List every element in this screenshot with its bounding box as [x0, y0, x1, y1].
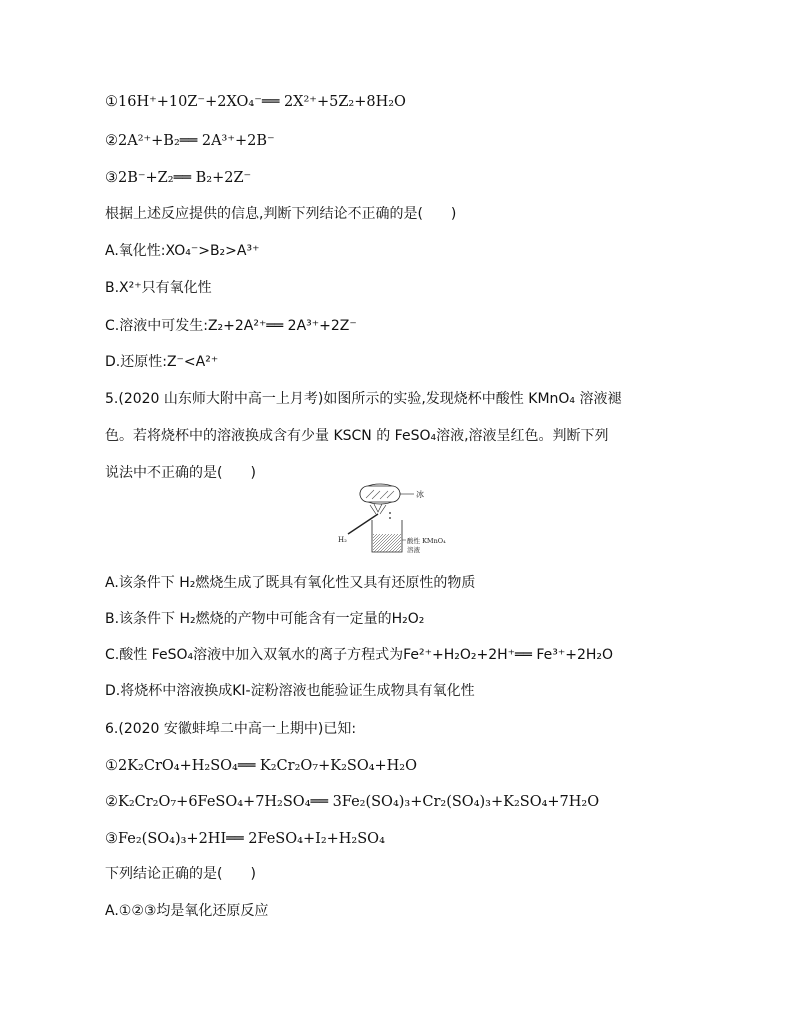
reaction-line-1: ①16H⁺+10Z⁻+2XO₄⁻══ 2X²⁺+5Z₂+8H₂O [105, 94, 406, 110]
acidic-label: 酸性 KMnO₄ [407, 537, 446, 545]
q5-stem-line-1: 5.(2020 山东师大附中高一上月考)如图所示的实验,发现烧杯中酸性 KMnO₄ 溶液褪 [105, 391, 622, 407]
solution-label: 溶液 [407, 546, 420, 554]
q5-option-b: B.该条件下 H₂燃烧的产物中可能含有一定量的H₂O₂ [105, 611, 425, 627]
q6-reaction-2: ②K₂Cr₂O₇+6FeSO₄+7H₂SO₄══ 3Fe₂(SO₄)₃+Cr₂(SO₄)₃+K₂SO₄+7H₂O [105, 794, 600, 810]
h2-label: H₂ [338, 536, 347, 544]
q5-option-c: C.酸性 FeSO₄溶液中加入双氧水的离子方程式为Fe²⁺+H₂O₂+2H⁺══ Fe³⁺+2H₂O [105, 647, 614, 663]
q5-stem-line-2: 色。若将烧杯中的溶液换成含有少量 KSCN 的 FeSO₄溶液,溶液呈红色。判断下列 [105, 428, 609, 444]
q6-option-a: A.①②③均是氧化还原反应 [105, 903, 269, 919]
q5-option-a: A.该条件下 H₂燃烧生成了既具有氧化性又具有还原性的物质 [105, 575, 476, 591]
q6-reaction-3: ③Fe₂(SO₄)₃+2HI══ 2FeSO₄+I₂+H₂SO₄ [105, 831, 385, 847]
q4-stem: 根据上述反应提供的信息,判断下列结论不正确的是( ) [105, 206, 457, 222]
q6-stem: 下列结论正确的是( ) [105, 866, 256, 882]
q4-option-c: C.溶液中可发生:Z₂+2A²⁺══ 2A³⁺+2Z⁻ [105, 318, 357, 334]
ice-flask [360, 484, 414, 504]
reaction-line-2: ②2A²⁺+B₂══ 2A³⁺+2B⁻ [105, 133, 275, 149]
ice-label: 冰 [416, 490, 424, 499]
h2-tube [348, 514, 378, 534]
q4-option-b: B.X²⁺只有氧化性 [105, 280, 212, 296]
q4-option-a: A.氧化性:XO₄⁻>B₂>A³⁺ [105, 243, 260, 259]
q6-header: 6.(2020 安徽蚌埠二中高一上期中)已知: [105, 721, 357, 737]
q6-reaction-1: ①2K₂CrO₄+H₂SO₄══ K₂Cr₂O₇+K₂SO₄+H₂O [105, 758, 418, 774]
q5-option-d: D.将烧杯中溶液换成KI-淀粉溶液也能验证生成物具有氧化性 [105, 683, 475, 699]
q4-option-d: D.还原性:Z⁻<A²⁺ [105, 354, 219, 370]
beaker [372, 520, 406, 552]
experiment-figure [330, 482, 470, 562]
q5-stem-line-3: 说法中不正确的是( ) [105, 465, 256, 481]
reaction-line-3: ③2B⁻+Z₂══ B₂+2Z⁻ [105, 170, 252, 186]
